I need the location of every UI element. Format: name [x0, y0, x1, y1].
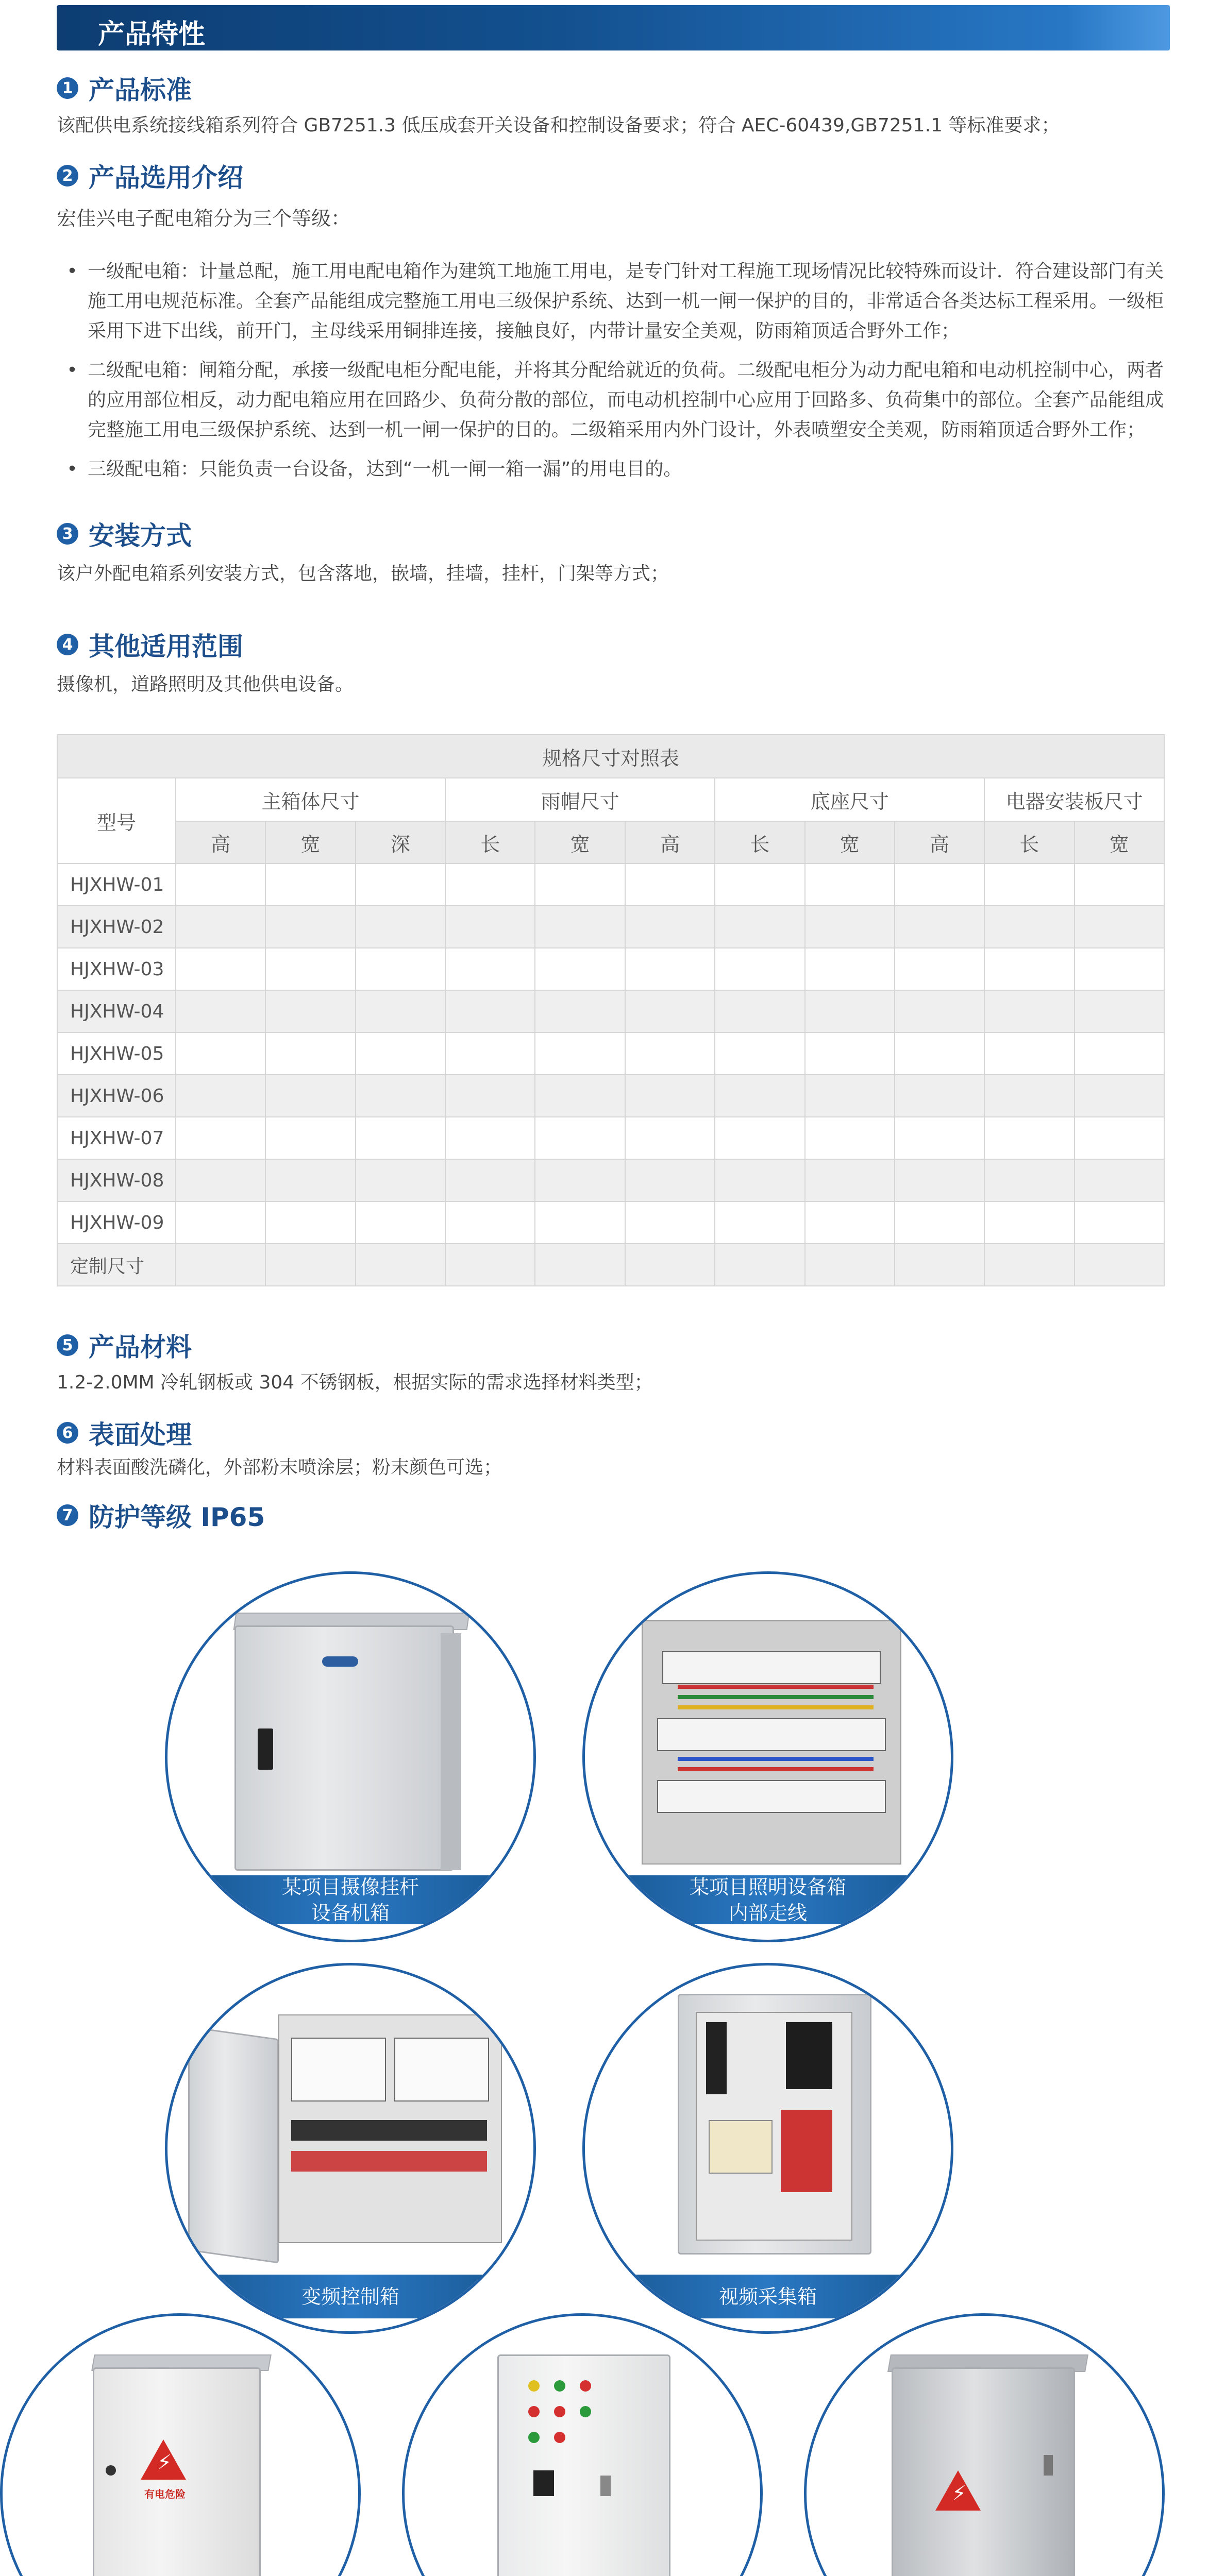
scope-text: 摄像机，道路照明及其他供电设备。: [57, 674, 354, 695]
table-cell: [445, 948, 535, 990]
section-number: 7: [57, 1504, 78, 1526]
table-cell: [356, 948, 445, 990]
section-heading-scope: [57, 626, 243, 663]
table-cell: [625, 1117, 715, 1159]
table-cell: [356, 863, 445, 906]
section-title: 安装方式: [89, 521, 192, 551]
table-row: [57, 1032, 1164, 1075]
warning-label: 有电危险: [144, 2488, 186, 2500]
button-icon: [528, 2406, 540, 2417]
sub-header: 长: [445, 821, 535, 863]
logo-badge: [322, 1656, 358, 1667]
table-cell: [984, 1159, 1074, 1201]
model-header: 型号: [57, 778, 176, 863]
model-cell: HJXHW-08: [57, 1159, 176, 1201]
indicator-light-icon: [554, 2380, 565, 2392]
button-icon: [554, 2406, 565, 2417]
model-cell: HJXHW-04: [57, 990, 176, 1032]
list-item-text: 一级配电箱：计量总配，施工用电配电箱作为建筑工地施工用电，是专门针对工程施工现场情况比较特殊而设计．符合建设部门有关施工用电规范标准。全套产品能组成完整施工用电三级保护系统、达到一机一闸一保护的目的，非常适合各类达标工程采用。一级柜采用下进下出线，前开门，主母线采用铜排连接，接触良好，内带计量安全美观，防雨箱顶适合野外工作；: [88, 261, 1164, 342]
surface-text: 材料表面酸洗磷化，外部粉末喷涂层；粉末颜色可选；: [57, 1457, 502, 1478]
table-cell: [445, 863, 535, 906]
section-title: 产品标准: [89, 75, 192, 105]
table-cell: [984, 1244, 1074, 1286]
table-cell: [1075, 1159, 1164, 1201]
section-title: 表面处理: [89, 1420, 192, 1450]
table-cell: [984, 863, 1074, 906]
section-number: 6: [57, 1422, 78, 1444]
model-cell: HJXHW-07: [57, 1117, 176, 1159]
table-cell: [356, 990, 445, 1032]
model-cell: 定制尺寸: [57, 1244, 176, 1286]
section-heading-surface: [57, 1414, 192, 1451]
gallery-item-camera-box: [165, 1571, 536, 1942]
table-cell: [356, 1244, 445, 1286]
table-cell: [445, 1117, 535, 1159]
table-cell: [176, 1159, 265, 1201]
table-cell: [176, 906, 265, 948]
selection-intro: 宏佳兴电子配电箱分为三个等级：: [57, 207, 351, 230]
table-row: [57, 1244, 1164, 1286]
button-icon: [554, 2432, 565, 2443]
sub-header: 长: [984, 821, 1074, 863]
table-cell: [176, 948, 265, 990]
section-number: 2: [57, 165, 78, 187]
table-cell: [535, 948, 625, 990]
table-cell: [895, 1244, 984, 1286]
table-cell: [805, 1201, 895, 1244]
table-cell: [625, 1244, 715, 1286]
table-cell: [265, 948, 355, 990]
gallery-item-video-box: [582, 1963, 953, 2334]
table-cell: [895, 1117, 984, 1159]
table-cell: [805, 948, 895, 990]
spec-table: [57, 734, 1165, 1286]
table-cell: [1075, 990, 1164, 1032]
section-number: 5: [57, 1334, 78, 1356]
table-cell: [265, 1244, 355, 1286]
model-cell: HJXHW-05: [57, 1032, 176, 1075]
table-cell: [984, 990, 1074, 1032]
table-cell: [984, 1201, 1074, 1244]
table-cell: [715, 1117, 804, 1159]
sub-header: 宽: [1075, 821, 1164, 863]
table-cell: [715, 1075, 804, 1117]
table-cell: [265, 906, 355, 948]
sub-header: 宽: [805, 821, 895, 863]
table-cell: [356, 1117, 445, 1159]
model-cell: HJXHW-09: [57, 1201, 176, 1244]
table-cell: [265, 1032, 355, 1075]
group-header: 电器安装板尺寸: [984, 778, 1164, 821]
table-cell: [625, 863, 715, 906]
table-cell: [1075, 1117, 1164, 1159]
gallery-item-outdoor-box-1: ⚡ 有电危险: [0, 2313, 361, 2576]
table-cell: [445, 1159, 535, 1201]
banner-decoration: [1067, 5, 1170, 50]
table-cell: [445, 1201, 535, 1244]
table-cell: [176, 990, 265, 1032]
table-cell: [1075, 948, 1164, 990]
section-heading-selection: [57, 157, 243, 194]
table-cell: [984, 1032, 1074, 1075]
table-cell: [356, 1159, 445, 1201]
table-row: [57, 863, 1164, 906]
table-cell: [176, 1032, 265, 1075]
table-cell: [445, 990, 535, 1032]
table-cell: [176, 863, 265, 906]
table-row: [57, 1201, 1164, 1244]
table-row: [57, 1075, 1164, 1117]
list-item-text: 二级配电箱：闸箱分配，承接一级配电柜分配电能，并将其分配给就近的负荷。二级配电柜分为动力配电箱和电动机控制中心，两者的应用部位相反，动力配电箱应用在回路少、负荷分散的部位，而电动机控制中心应用于回路多、负荷集中的部位。全套产品能组成完整施工用电三级保护系统、达到一机一闸一保护的目的。二级箱采用内外门设计，外表喷塑安全美观，防雨箱顶适合野外工作；: [88, 360, 1164, 440]
button-icon: [528, 2432, 540, 2443]
table-cell: [715, 1032, 804, 1075]
group-header: 底座尺寸: [715, 778, 984, 821]
door-lock-icon: [258, 1728, 273, 1770]
table-cell: [356, 1075, 445, 1117]
indicator-light-icon: [580, 2380, 591, 2392]
model-cell: HJXHW-01: [57, 863, 176, 906]
table-cell: [356, 1201, 445, 1244]
sub-header: 长: [715, 821, 804, 863]
table-cell: [895, 1075, 984, 1117]
install-text: 该户外配电箱系列安装方式，包含落地，嵌墙，挂墙，挂杆，门架等方式；: [57, 563, 669, 584]
table-cell: [895, 948, 984, 990]
table-cell: [895, 906, 984, 948]
table-row: [57, 906, 1164, 948]
table-row: [57, 990, 1164, 1032]
page-title: 产品特性: [98, 19, 206, 50]
table-cell: [895, 990, 984, 1032]
table-cell: [625, 948, 715, 990]
table-cell: [265, 1117, 355, 1159]
table-cell: [445, 1032, 535, 1075]
section-title: 产品选用介绍: [89, 163, 243, 193]
table-cell: [715, 990, 804, 1032]
section-heading-protection: [57, 1497, 265, 1534]
table-cell: [265, 1075, 355, 1117]
button-icon: [580, 2406, 591, 2417]
table-cell: [715, 1201, 804, 1244]
section-title: 产品材料: [89, 1332, 192, 1362]
sub-header: 高: [625, 821, 715, 863]
sub-header: 宽: [265, 821, 355, 863]
table-cell: [265, 863, 355, 906]
header-banner: [57, 5, 1170, 50]
table-cell: [176, 1244, 265, 1286]
table-cell: [625, 1075, 715, 1117]
table-cell: [535, 1244, 625, 1286]
table-cell: [356, 1032, 445, 1075]
table-cell: [176, 1117, 265, 1159]
table-cell: [984, 906, 1074, 948]
table-cell: [176, 1075, 265, 1117]
gallery-item-vfd-box: [165, 1963, 536, 2334]
table-cell: [356, 906, 445, 948]
sub-header: 高: [895, 821, 984, 863]
table-cell: [805, 1244, 895, 1286]
lock-icon: [1044, 2455, 1053, 2476]
indicator-light-icon: [528, 2380, 540, 2392]
table-cell: [1075, 1032, 1164, 1075]
table-cell: [895, 1201, 984, 1244]
table-cell: [805, 1159, 895, 1201]
table-cell: [445, 1244, 535, 1286]
sub-header: 深: [356, 821, 445, 863]
lock-icon: [106, 2465, 116, 2476]
standard-text: 该配供电系统接线箱系列符合 GB7251.3 低压成套开关设备和控制设备要求；符合 AEC-60439,GB7251.1 等标准要求；: [57, 115, 1060, 136]
section-title: 防护等级 IP65: [89, 1502, 265, 1532]
list-item: • 一级配电箱：计量总配，施工用电配电箱作为建筑工地施工用电，是专门针对工程施工现场情况比较特殊而设计．符合建设部门有关施工用电规范标准。全套产品能组成完整施工用电三级保护系统、达到一机一闸一保护的目的，非常适合各类达标工程采用。一级柜采用下进下出线，前开门，主母线采用铜排连接，接触良好，内带计量安全美观，防雨箱顶适合野外工作；: [57, 257, 1165, 346]
table-cell: [715, 863, 804, 906]
table-cell: [535, 1032, 625, 1075]
model-cell: HJXHW-02: [57, 906, 176, 948]
table-cell: [445, 1075, 535, 1117]
gallery-item-lighting-box: [582, 1571, 953, 1942]
gallery-item-outdoor-box-2: [402, 2313, 763, 2576]
model-cell: HJXHW-03: [57, 948, 176, 990]
table-cell: [805, 863, 895, 906]
table-cell: [265, 1159, 355, 1201]
section-number: 3: [57, 523, 78, 545]
gallery-caption: 视频采集箱: [585, 2275, 951, 2318]
lock-icon: [600, 2476, 611, 2496]
table-cell: [805, 1117, 895, 1159]
section-heading-install: [57, 515, 192, 552]
table-cell: [535, 1117, 625, 1159]
list-item: • 三级配电箱：只能负责一台设备，达到“一机一闸一箱一漏”的用电目的。: [57, 454, 1165, 484]
table-cell: [1075, 1075, 1164, 1117]
list-item-text: 三级配电箱：只能负责一台设备，达到“一机一闸一箱一漏”的用电目的。: [88, 459, 682, 480]
open-door-image: [188, 2026, 279, 2264]
gallery-item-outdoor-box-3: ⚡: [804, 2313, 1165, 2576]
table-cell: [895, 863, 984, 906]
table-cell: [535, 1201, 625, 1244]
table-cell: [625, 1032, 715, 1075]
table-cell: [445, 906, 535, 948]
gallery-caption: 某项目摄像挂杆 设备机箱: [167, 1875, 533, 1924]
table-cell: [625, 906, 715, 948]
table-cell: [1075, 1244, 1164, 1286]
table-cell: [715, 1244, 804, 1286]
table-cell: [805, 990, 895, 1032]
table-cell: [535, 906, 625, 948]
table-cell: [715, 1159, 804, 1201]
table-cell: [535, 1159, 625, 1201]
switch-icon: [533, 2470, 554, 2496]
table-cell: [895, 1032, 984, 1075]
table-cell: [805, 1075, 895, 1117]
sub-header: 高: [176, 821, 265, 863]
table-cell: [625, 1201, 715, 1244]
section-heading-material: [57, 1327, 192, 1364]
table-cell: [535, 1075, 625, 1117]
table-cell: [895, 1159, 984, 1201]
table-cell: [805, 1032, 895, 1075]
gallery-caption: 某项目照明设备箱 内部走线: [585, 1875, 951, 1924]
table-cell: [265, 990, 355, 1032]
table-cell: [625, 990, 715, 1032]
table-cell: [176, 1201, 265, 1244]
table-cell: [625, 1159, 715, 1201]
table-cell: [1075, 906, 1164, 948]
section-title: 其他适用范围: [89, 632, 243, 662]
sub-header: 宽: [535, 821, 625, 863]
table-cell: [984, 948, 1074, 990]
group-header: 主箱体尺寸: [176, 778, 445, 821]
table-cell: [805, 906, 895, 948]
table-cell: [715, 948, 804, 990]
section-number: 1: [57, 77, 78, 99]
material-text: 1.2-2.0MM 冷轧钢板或 304 不锈钢板，根据实际的需求选择材料类型；: [57, 1372, 653, 1393]
table-cell: [1075, 1201, 1164, 1244]
table-cell: [984, 1075, 1074, 1117]
table-row: [57, 1117, 1164, 1159]
table-cell: [535, 990, 625, 1032]
model-cell: HJXHW-06: [57, 1075, 176, 1117]
group-header: 雨帽尺寸: [445, 778, 715, 821]
gallery-caption: 变频控制箱: [167, 2275, 533, 2318]
selection-list: [57, 257, 1165, 494]
table-cell: [535, 863, 625, 906]
table-cell: [715, 906, 804, 948]
section-heading-standard: [57, 70, 192, 107]
table-row: [57, 948, 1164, 990]
table-cell: [984, 1117, 1074, 1159]
list-item: • 二级配电箱：闸箱分配，承接一级配电柜分配电能，并将其分配给就近的负荷。二级配电柜分为动力配电箱和电动机控制中心，两者的应用部位相反，动力配电箱应用在回路少、负荷分散的部位，而电动机控制中心应用于回路多、负荷集中的部位。全套产品能组成完整施工用电三级保护系统、达到一机一闸一保护的目的。二级箱采用内外门设计，外表喷塑安全美观，防雨箱顶适合野外工作；: [57, 355, 1165, 445]
table-row: [57, 1159, 1164, 1201]
table-cell: [265, 1201, 355, 1244]
table-caption: 规格尺寸对照表: [57, 735, 1164, 778]
section-number: 4: [57, 634, 78, 655]
table-cell: [1075, 863, 1164, 906]
